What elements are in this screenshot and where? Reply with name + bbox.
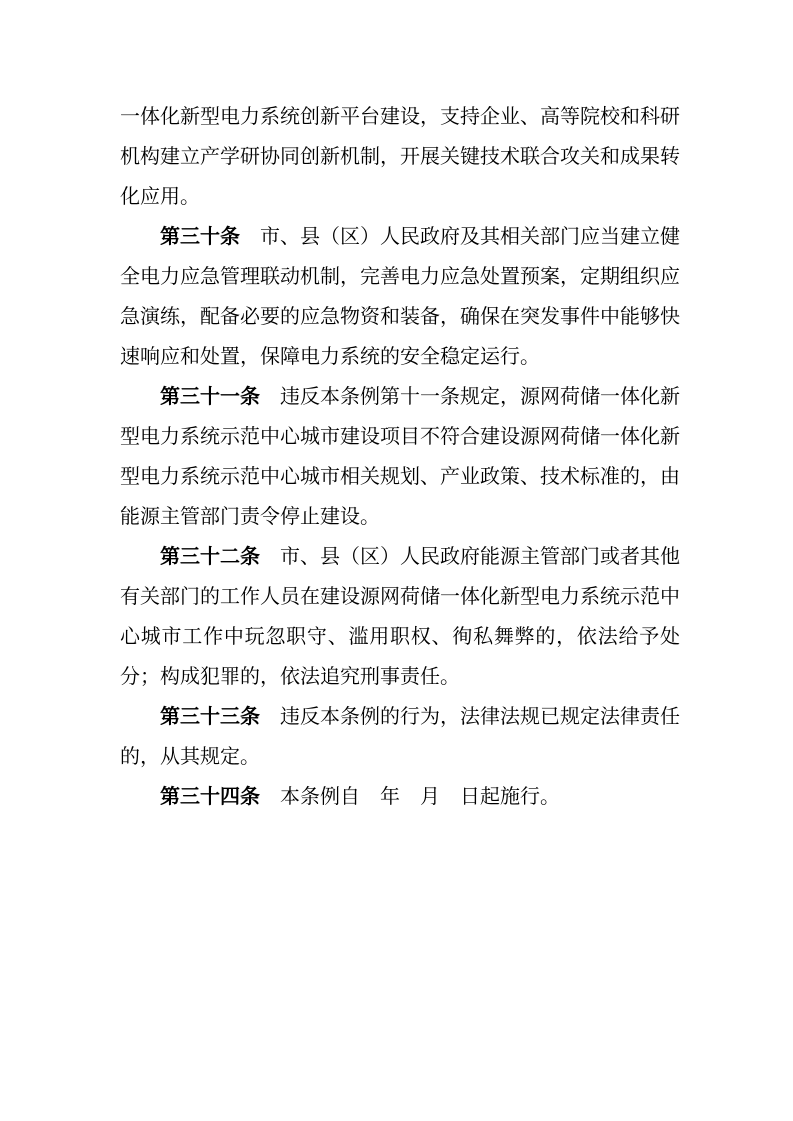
article-text: 本条例自 年 月 日起施行。: [280, 784, 560, 808]
article-number: 第三十条: [160, 224, 240, 248]
article-30: [120, 216, 680, 376]
article-34: [120, 776, 680, 816]
paragraph-continuation: [120, 96, 680, 216]
article-number: 第三十二条: [160, 544, 260, 568]
article-text: 市、县（区）人民政府及其相关部门应当建立健全电力应急管理联动机制，完善电力应急处置预案，定期组织应急演练，配备必要的应急物资和装备，确保在突发事件中能够快速响应和处置，保障电力系统的安全稳定运行。: [120, 224, 680, 368]
document-body: [120, 96, 680, 816]
article-33: [120, 696, 680, 776]
article-31: [120, 376, 680, 536]
article-32: [120, 536, 680, 696]
article-number: 第三十四条: [160, 784, 260, 808]
article-text: 违反本条例的行为，法律法规已规定法律责任的，从其规定。: [120, 704, 680, 768]
article-text: 违反本条例第十一条规定，源网荷储一体化新型电力系统示范中心城市建设项目不符合建设源网荷储一体化新型电力系统示范中心城市相关规划、产业政策、技术标准的，由能源主管部门责令停止建设。: [120, 384, 680, 528]
article-number: 第三十一条: [160, 384, 260, 408]
article-text: 市、县（区）人民政府能源主管部门或者其他有关部门的工作人员在建设源网荷储一体化新型电力系统示范中心城市工作中玩忽职守、滥用职权、徇私舞弊的，依法给予处分；构成犯罪的，依法追究刑事责任。: [120, 544, 680, 688]
paragraph-text: 一体化新型电力系统创新平台建设，支持企业、高等院校和科研机构建立产学研协同创新机制，开展关键技术联合攻关和成果转化应用。: [120, 104, 680, 208]
article-number: 第三十三条: [160, 704, 260, 728]
